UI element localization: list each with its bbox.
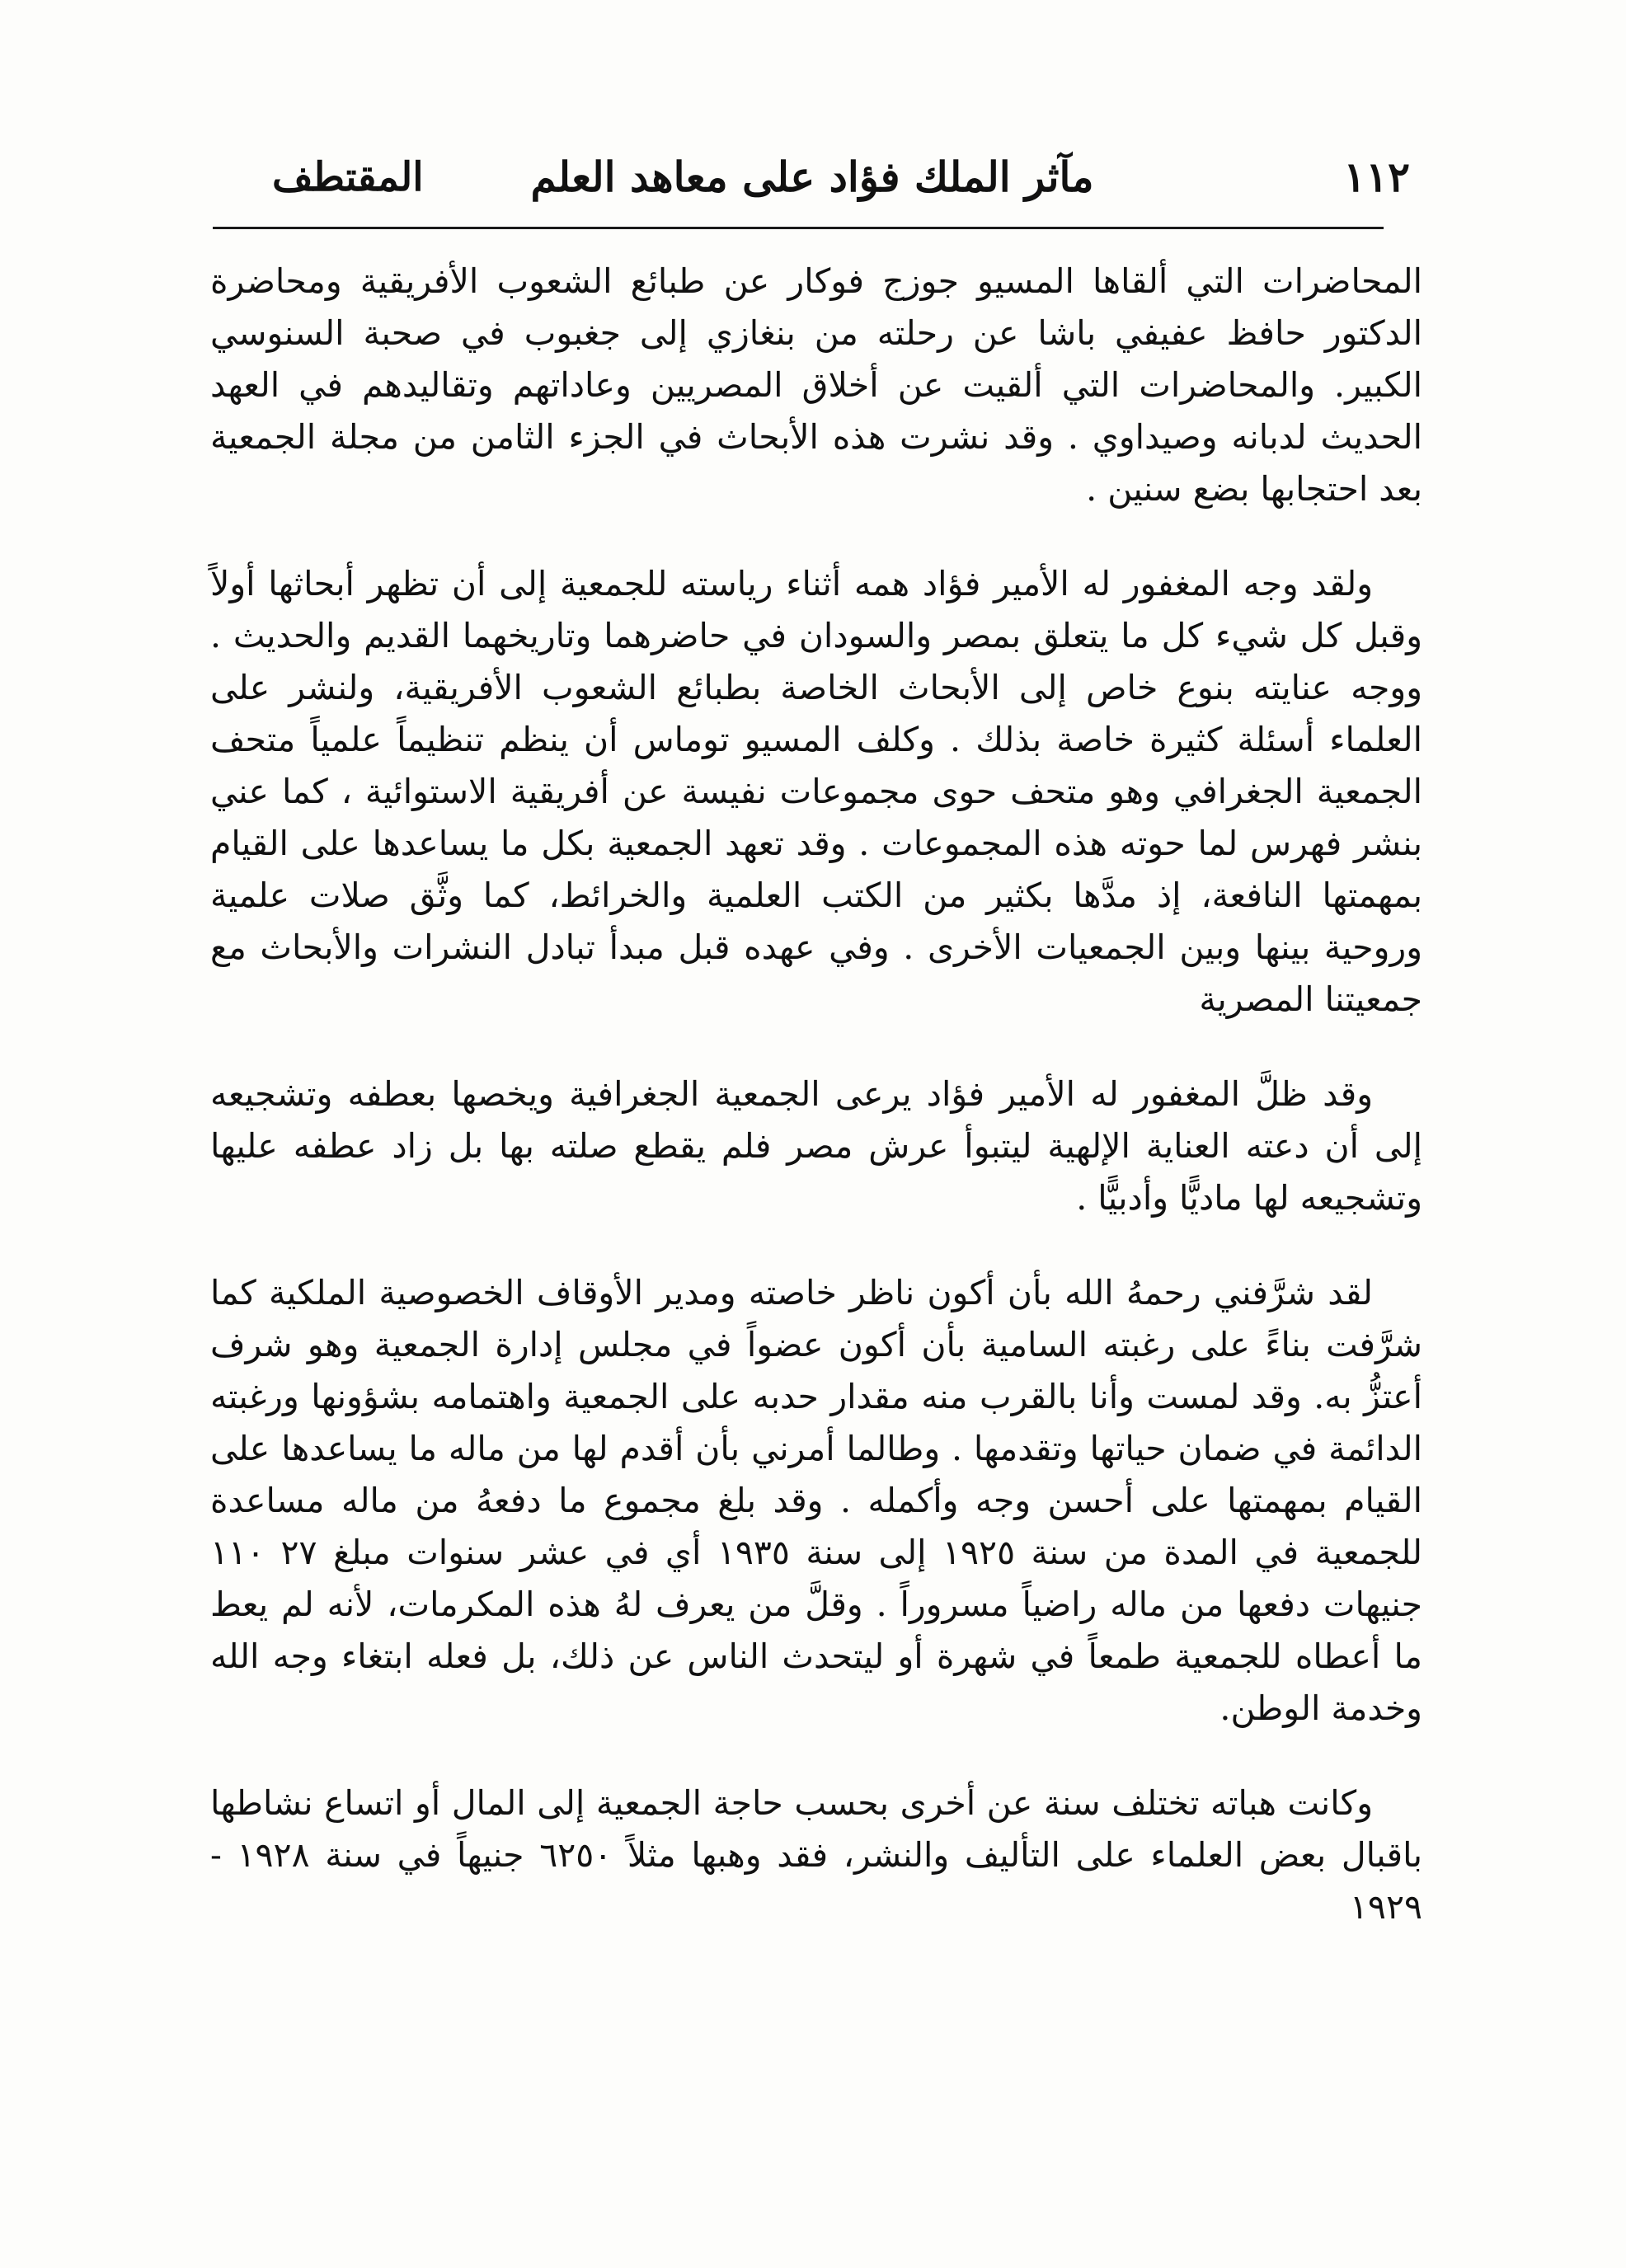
page-header: [214, 140, 1410, 214]
running-title: مآثر الملك فؤاد على معاهد العلم: [530, 153, 1094, 201]
paragraph: لقد شرَّفني رحمهُ الله بأن أكون ناظر خاصته ومدير الأوقاف الخصوصية الملكية كما شرَّفت بناءً على رغبته السامية بأن أكون عضواً في مجلس إدارة الجمعية وهو شرف أعتزُّ به. وقد لمست وأنا بالقرب منه مقدار حدبه على الجمعية واهتمامه بشؤونها ورغبته الدائمة في ضمان حياتها وتقدمها . وطالما أمرني بأن أقدم لها من ماله ما يساعدها على القيام بمهمتها على أحسن وجه وأكمله . وقد بلغ مجموع ما دفعهُ من ماله مساعدة للجمعية في المدة من سنة ١٩٢٥ إلى سنة ١٩٣٥ أي في عشر سنوات مبلغ ٢٧ ١١٠ جنيهات دفعها من ماله راضياً مسروراً . وقلَّ من يعرف لهُ هذه المكرمات، لأنه لم يعط ما أعطاه للجمعية طمعاً في شهرة أو ليتحدث الناس عن ذلك، بل فعله ابتغاء وجه الله وخدمة الوطن.: [210, 1273, 1422, 1728]
paragraph: وكانت هباته تختلف سنة عن أخرى بحسب حاجة الجمعية إلى المال أو اتساع نشاطها باقبال بعض العلماء على التأليف والنشر، فقد وهبها مثلاً ٦٢٥٠ جنيهاً في سنة ١٩٢٨ - ١٩٢٩: [210, 1783, 1423, 1927]
header-divider: [213, 227, 1384, 229]
page-number: ١١٢: [1343, 153, 1410, 201]
paragraph: ولقد وجه المغفور له الأمير فؤاد همه أثناء رياسته للجمعية إلى أن تظهر أبحاثها أولاً وقبل كل شيء كل ما يتعلق بمصر والسودان في حاضرهما وتاريخهما القديم والحديث . ووجه عنايته بنوع خاص إلى الأبحاث الخاصة بطبائع الشعوب الأفريقية، ولنشر على العلماء أسئلة كثيرة خاصة بذلك . وكلف المسيو توماس أن ينظم تنظيماً علمياً متحف الجمعية الجغرافي وهو متحف حوى مجموعات نفيسة عن أفريقية الاستوائية ، كما عني بنشر فهرس لما حوته هذه المجموعات . وقد تعهد الجمعية بكل ما يساعدها على القيام بمهمتها النافعة، إذ مدَّها بكثير من الكتب العلمية والخرائط، كما وثَّق صلات علمية وروحية بينها وبين الجمعيات الأخرى . وفي عهده قبل مبدأ تبادل النشرات والأبحاث مع جمعيتنا المصرية: [210, 564, 1422, 1019]
paragraph: وقد ظلَّ المغفور له الأمير فؤاد يرعى الجمعية الجغرافية ويخصها بعطفه وتشجيعه إلى أن دعته العناية الإلهية ليتبوأ عرش مصر فلم يقطع صلته بها بل زاد عطفه عليها وتشجيعه لها ماديًّا وأدبيًّا .: [210, 1074, 1422, 1218]
paragraph: المحاضرات التي ألقاها المسيو جوزج فوكار عن طبائع الشعوب الأفريقية ومحاضرة الدكتور حافظ عفيفي باشا عن رحلته من بنغازي إلى جغبوب في صحبة السنوسي الكبير. والمحاضرات التي ألقيت عن أخلاق المصريين وعاداتهم وتقاليدهم في العهد الحديث لدبانه وصيداوي . وقد نشرت هذه الأبحاث في الجزء الثامن من مجلة الجمعية بعد احتجابها بضع سنين .: [210, 261, 1422, 509]
journal-name: المقتطف: [272, 154, 424, 200]
body-text: [210, 256, 1422, 1976]
